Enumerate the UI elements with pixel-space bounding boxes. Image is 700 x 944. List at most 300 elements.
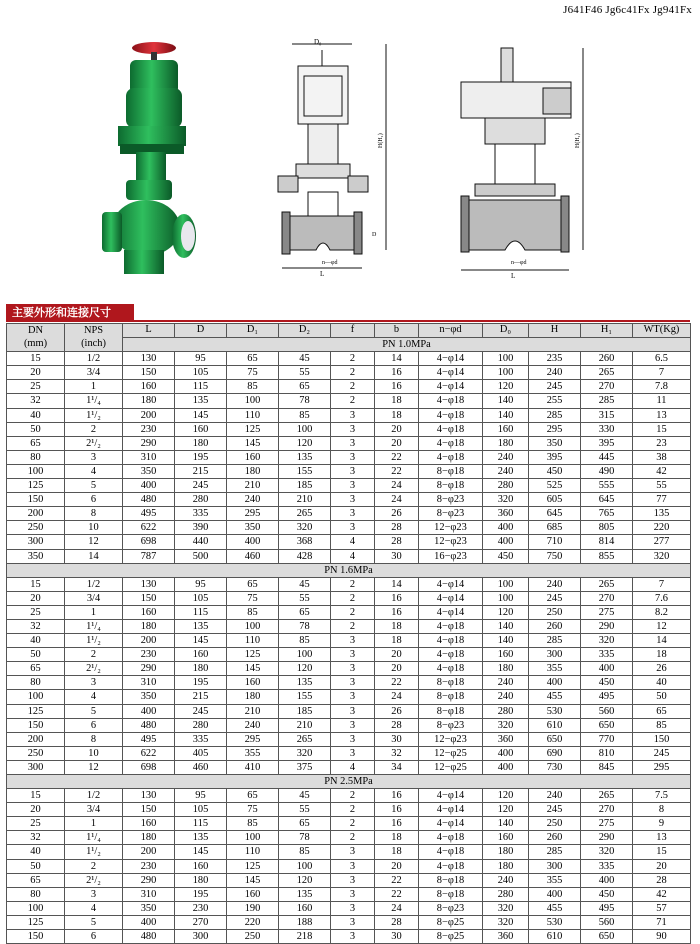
- table-cell: 350: [7, 549, 65, 563]
- table-cell: 55: [279, 803, 331, 817]
- table-row: [7, 873, 691, 887]
- table-cell: 55: [633, 479, 691, 493]
- table-cell: 85: [279, 845, 331, 859]
- table-cell: 280: [175, 718, 227, 732]
- table-cell: 160: [123, 380, 175, 394]
- table-cell: 30: [375, 930, 419, 944]
- table-cell: 200: [123, 408, 175, 422]
- table-cell: 8−φ23: [419, 718, 483, 732]
- table-cell: 120: [279, 662, 331, 676]
- table-cell: 4−φ18: [419, 662, 483, 676]
- table-cell: 50: [7, 422, 65, 436]
- table-cell: 160: [483, 648, 529, 662]
- table-cell: 7.6: [633, 591, 691, 605]
- table-row: [7, 352, 691, 366]
- table-cell: 300: [529, 859, 581, 873]
- table-cell: 395: [581, 436, 633, 450]
- table-cell: 290: [123, 436, 175, 450]
- table-cell: 320: [483, 915, 529, 929]
- table-cell: 100: [483, 577, 529, 591]
- table-cell: 235: [529, 352, 581, 366]
- table-body: [7, 352, 691, 944]
- table-cell: 355: [529, 873, 581, 887]
- table-cell: 4−φ18: [419, 634, 483, 648]
- table-cell: 8−φ18: [419, 704, 483, 718]
- table-cell: 100: [279, 859, 331, 873]
- pressure-section-header: PN 1.0MPa: [123, 338, 691, 352]
- table-row: [7, 859, 691, 873]
- table-cell: 105: [175, 366, 227, 380]
- col-d1: D₁: [227, 324, 279, 338]
- table-cell: 12−φ23: [419, 535, 483, 549]
- table-cell: 390: [175, 521, 227, 535]
- table-cell: 320: [279, 521, 331, 535]
- table-cell: 85: [227, 605, 279, 619]
- table-cell: 8.2: [633, 605, 691, 619]
- table-cell: 160: [483, 831, 529, 845]
- table-cell: 180: [483, 662, 529, 676]
- table-cell: 25: [7, 605, 65, 619]
- table-cell: 6: [65, 493, 123, 507]
- table-row: [7, 450, 691, 464]
- table-cell: 18: [375, 394, 419, 408]
- table-cell: 150: [123, 591, 175, 605]
- table-cell: 8−φ18: [419, 690, 483, 704]
- table-cell: 3: [65, 887, 123, 901]
- table-cell: 8−φ25: [419, 930, 483, 944]
- table-cell: 810: [581, 746, 633, 760]
- table-cell: 160: [483, 422, 529, 436]
- table-cell: 8−φ18: [419, 873, 483, 887]
- table-cell: 3: [331, 464, 375, 478]
- table-cell: 30: [375, 549, 419, 563]
- table-cell: 135: [175, 831, 227, 845]
- table-cell: 180: [123, 394, 175, 408]
- table-cell: 7: [633, 366, 691, 380]
- table-cell: 490: [581, 464, 633, 478]
- table-cell: 650: [581, 718, 633, 732]
- table-row: [7, 422, 691, 436]
- table-cell: 95: [175, 352, 227, 366]
- table-cell: 15: [7, 577, 65, 591]
- table-cell: 6: [65, 930, 123, 944]
- table-cell: 495: [581, 690, 633, 704]
- table-cell: 180: [123, 831, 175, 845]
- table-cell: 4: [331, 549, 375, 563]
- table-cell: 130: [123, 789, 175, 803]
- table-cell: 240: [483, 690, 529, 704]
- table-cell: 195: [175, 887, 227, 901]
- table-cell: 525: [529, 479, 581, 493]
- table-cell: 4−φ18: [419, 831, 483, 845]
- table-cell: 560: [581, 704, 633, 718]
- table-cell: 14: [633, 634, 691, 648]
- col-f: f: [331, 324, 375, 338]
- table-cell: 265: [279, 732, 331, 746]
- table-cell: 645: [581, 493, 633, 507]
- table-cell: 120: [483, 380, 529, 394]
- table-cell: 28: [375, 521, 419, 535]
- table-cell: 770: [581, 732, 633, 746]
- table-cell: 185: [279, 704, 331, 718]
- table-cell: 3: [331, 436, 375, 450]
- table-cell: 2: [331, 605, 375, 619]
- table-cell: 495: [581, 901, 633, 915]
- table-cell: 1: [65, 817, 123, 831]
- table-cell: 245: [175, 479, 227, 493]
- table-cell: 20: [375, 422, 419, 436]
- table-cell: 610: [529, 718, 581, 732]
- table-cell: 400: [227, 535, 279, 549]
- col-nps: NPS (inch): [65, 324, 123, 352]
- table-cell: 180: [227, 464, 279, 478]
- table-cell: 3/4: [65, 366, 123, 380]
- table-cell: 1¹/₄: [65, 831, 123, 845]
- table-row: [7, 394, 691, 408]
- table-cell: 180: [175, 873, 227, 887]
- table-cell: 3: [331, 648, 375, 662]
- table-cell: 4−φ14: [419, 789, 483, 803]
- table-cell: 245: [529, 380, 581, 394]
- table-cell: 20: [7, 591, 65, 605]
- table-cell: 75: [227, 803, 279, 817]
- table-cell: 50: [7, 648, 65, 662]
- table-cell: 200: [7, 732, 65, 746]
- table-cell: 24: [375, 690, 419, 704]
- col-l: L: [123, 324, 175, 338]
- table-cell: 13: [633, 408, 691, 422]
- table-cell: 3: [331, 732, 375, 746]
- table-cell: 77: [633, 493, 691, 507]
- table-cell: 20: [7, 366, 65, 380]
- table-cell: 265: [581, 577, 633, 591]
- table-cell: 320: [581, 634, 633, 648]
- col-nphid: n−φd: [419, 324, 483, 338]
- table-cell: 160: [279, 901, 331, 915]
- table-cell: 38: [633, 450, 691, 464]
- table-row: [7, 634, 691, 648]
- table-cell: 285: [581, 394, 633, 408]
- table-cell: 350: [227, 521, 279, 535]
- table-cell: 125: [227, 859, 279, 873]
- table-cell: 400: [123, 479, 175, 493]
- table-cell: 4: [65, 901, 123, 915]
- table-cell: 120: [483, 803, 529, 817]
- table-cell: 320: [483, 901, 529, 915]
- table-cell: 50: [633, 690, 691, 704]
- table-cell: 18: [633, 648, 691, 662]
- table-cell: 160: [227, 450, 279, 464]
- table-cell: 320: [581, 845, 633, 859]
- table-cell: 2: [331, 366, 375, 380]
- table-cell: 155: [279, 464, 331, 478]
- table-cell: 24: [375, 901, 419, 915]
- table-cell: 218: [279, 930, 331, 944]
- table-cell: 220: [633, 521, 691, 535]
- table-cell: 85: [227, 817, 279, 831]
- table-row: [7, 662, 691, 676]
- table-cell: 195: [175, 676, 227, 690]
- table-row: [7, 676, 691, 690]
- dimension-table: [6, 323, 691, 944]
- table-cell: 3: [331, 873, 375, 887]
- table-cell: 85: [279, 408, 331, 422]
- table-cell: 215: [175, 690, 227, 704]
- table-cell: 290: [581, 831, 633, 845]
- table-cell: 8−φ25: [419, 915, 483, 929]
- table-row: [7, 380, 691, 394]
- table-cell: 100: [279, 422, 331, 436]
- table-cell: 125: [7, 704, 65, 718]
- table-cell: 260: [529, 831, 581, 845]
- table-cell: 335: [175, 507, 227, 521]
- table-cell: 410: [227, 760, 279, 774]
- table-cell: 30: [375, 732, 419, 746]
- table-cell: 320: [483, 493, 529, 507]
- table-cell: 135: [279, 450, 331, 464]
- table-cell: 45: [279, 352, 331, 366]
- table-cell: 4: [65, 464, 123, 478]
- table-cell: 2: [65, 648, 123, 662]
- table-cell: 200: [7, 507, 65, 521]
- table-cell: 22: [375, 676, 419, 690]
- table-row: [7, 887, 691, 901]
- table-cell: 150: [123, 803, 175, 817]
- table-row: [7, 521, 691, 535]
- table-cell: 115: [175, 605, 227, 619]
- table-cell: 22: [375, 450, 419, 464]
- table-cell: 2: [331, 380, 375, 394]
- table-cell: 20: [633, 859, 691, 873]
- col-h: H: [529, 324, 581, 338]
- table-cell: 3: [331, 718, 375, 732]
- table-cell: 4: [331, 760, 375, 774]
- table-cell: 85: [279, 634, 331, 648]
- table-cell: 2: [331, 803, 375, 817]
- table-row: [7, 479, 691, 493]
- table-cell: 2: [65, 422, 123, 436]
- table-cell: 428: [279, 549, 331, 563]
- table-cell: 160: [123, 817, 175, 831]
- table-cell: 150: [7, 493, 65, 507]
- table-cell: 135: [175, 619, 227, 633]
- table-cell: 18: [375, 619, 419, 633]
- table-cell: 1: [65, 605, 123, 619]
- table-cell: 4−φ18: [419, 619, 483, 633]
- table-cell: 20: [375, 859, 419, 873]
- table-cell: 355: [529, 662, 581, 676]
- table-cell: 240: [483, 450, 529, 464]
- table-cell: 2: [331, 352, 375, 366]
- table-cell: 1/2: [65, 789, 123, 803]
- table-cell: 240: [483, 676, 529, 690]
- table-cell: 2¹/₂: [65, 662, 123, 676]
- table-cell: 698: [123, 760, 175, 774]
- table-cell: 95: [175, 789, 227, 803]
- table-cell: 360: [483, 507, 529, 521]
- table-cell: 230: [175, 901, 227, 915]
- table-row: [7, 549, 691, 563]
- table-cell: 240: [529, 789, 581, 803]
- table-cell: 230: [123, 422, 175, 436]
- label-d0: D₀: [314, 38, 322, 46]
- table-cell: 13: [633, 831, 691, 845]
- table-cell: 265: [581, 366, 633, 380]
- col-b: b: [375, 324, 419, 338]
- table-cell: 8: [633, 803, 691, 817]
- table-row: [7, 704, 691, 718]
- table-cell: 130: [123, 577, 175, 591]
- table-cell: 300: [7, 535, 65, 549]
- table-row: [7, 619, 691, 633]
- table-cell: 42: [633, 887, 691, 901]
- table-cell: 5: [65, 915, 123, 929]
- table-cell: 300: [529, 648, 581, 662]
- table-row: [7, 930, 691, 944]
- table-cell: 28: [375, 718, 419, 732]
- table-cell: 2: [331, 577, 375, 591]
- table-cell: 360: [483, 930, 529, 944]
- table-cell: 50: [7, 859, 65, 873]
- table-cell: 4−φ14: [419, 817, 483, 831]
- table-cell: 45: [279, 789, 331, 803]
- table-cell: 145: [175, 634, 227, 648]
- table-cell: 215: [175, 464, 227, 478]
- table-cell: 290: [581, 619, 633, 633]
- table-cell: 18: [375, 845, 419, 859]
- table-cell: 135: [175, 394, 227, 408]
- table-cell: 160: [123, 605, 175, 619]
- table-cell: 3: [331, 915, 375, 929]
- table-cell: 400: [483, 535, 529, 549]
- table-cell: 90: [633, 930, 691, 944]
- table-cell: 245: [529, 591, 581, 605]
- table-row: [7, 464, 691, 478]
- table-cell: 80: [7, 887, 65, 901]
- table-cell: 855: [581, 549, 633, 563]
- table-cell: 105: [175, 803, 227, 817]
- table-cell: 245: [633, 746, 691, 760]
- table-cell: 220: [227, 915, 279, 929]
- table-cell: 200: [123, 845, 175, 859]
- table-cell: 7: [633, 577, 691, 591]
- table-row: [7, 535, 691, 549]
- table-cell: 275: [581, 605, 633, 619]
- table-cell: 8−φ23: [419, 507, 483, 521]
- table-cell: 145: [227, 873, 279, 887]
- table-cell: 140: [483, 619, 529, 633]
- table-cell: 45: [279, 577, 331, 591]
- table-cell: 100: [279, 648, 331, 662]
- table-cell: 395: [529, 450, 581, 464]
- table-cell: 3: [331, 746, 375, 760]
- table-cell: 7.8: [633, 380, 691, 394]
- table-cell: 1¹/₂: [65, 408, 123, 422]
- table-cell: 500: [175, 549, 227, 563]
- table-cell: 85: [633, 718, 691, 732]
- table-cell: 2: [331, 789, 375, 803]
- table-cell: 16: [375, 789, 419, 803]
- table-cell: 495: [123, 507, 175, 521]
- col-d: D: [175, 324, 227, 338]
- table-cell: 610: [529, 930, 581, 944]
- table-cell: 250: [529, 605, 581, 619]
- table-cell: 400: [483, 760, 529, 774]
- table-cell: 455: [529, 901, 581, 915]
- table-cell: 12−φ23: [419, 732, 483, 746]
- label-nphid-2: n—φd: [511, 260, 527, 266]
- table-cell: 150: [633, 732, 691, 746]
- table-cell: 145: [227, 662, 279, 676]
- table-cell: 814: [581, 535, 633, 549]
- table-cell: 250: [529, 817, 581, 831]
- table-cell: 100: [483, 352, 529, 366]
- table-cell: 75: [227, 591, 279, 605]
- table-cell: 400: [123, 915, 175, 929]
- table-cell: 3: [331, 662, 375, 676]
- table-cell: 295: [529, 422, 581, 436]
- table-cell: 3: [331, 521, 375, 535]
- table-cell: 2: [331, 619, 375, 633]
- table-cell: 690: [529, 746, 581, 760]
- table-cell: 7.5: [633, 789, 691, 803]
- table-cell: 145: [175, 408, 227, 422]
- table-cell: 80: [7, 450, 65, 464]
- table-cell: 3: [331, 479, 375, 493]
- table-cell: 32: [7, 619, 65, 633]
- table-cell: 185: [279, 479, 331, 493]
- table-cell: 3/4: [65, 803, 123, 817]
- table-cell: 245: [175, 704, 227, 718]
- table-cell: 78: [279, 831, 331, 845]
- table-cell: 310: [123, 450, 175, 464]
- table-cell: 1/2: [65, 577, 123, 591]
- table-cell: 140: [483, 817, 529, 831]
- drawing-electric: [455, 44, 595, 280]
- label-h-h1: H(H₁): [378, 133, 384, 148]
- table-cell: 20: [375, 662, 419, 676]
- table-cell: 295: [633, 760, 691, 774]
- col-d2: D₂: [279, 324, 331, 338]
- table-cell: 34: [375, 760, 419, 774]
- table-cell: 750: [529, 549, 581, 563]
- table-cell: 4−φ14: [419, 352, 483, 366]
- table-cell: 3: [65, 450, 123, 464]
- table-cell: 440: [175, 535, 227, 549]
- table-cell: 12: [633, 619, 691, 633]
- label-d: D: [372, 232, 377, 238]
- table-cell: 3: [331, 930, 375, 944]
- table-cell: 100: [227, 394, 279, 408]
- table-cell: 245: [529, 803, 581, 817]
- table-cell: 290: [123, 873, 175, 887]
- table-cell: 15: [633, 845, 691, 859]
- table-cell: 3: [331, 901, 375, 915]
- table-cell: 16−φ23: [419, 549, 483, 563]
- table-cell: 18: [375, 408, 419, 422]
- table-cell: 65: [7, 873, 65, 887]
- table-cell: 8−φ18: [419, 479, 483, 493]
- table-cell: 100: [483, 591, 529, 605]
- table-cell: 350: [123, 901, 175, 915]
- table-cell: 3: [65, 676, 123, 690]
- table-cell: 3: [331, 676, 375, 690]
- table-cell: 450: [483, 549, 529, 563]
- table-cell: 135: [279, 887, 331, 901]
- table-cell: 2: [331, 831, 375, 845]
- table-cell: 730: [529, 760, 581, 774]
- table-cell: 350: [123, 464, 175, 478]
